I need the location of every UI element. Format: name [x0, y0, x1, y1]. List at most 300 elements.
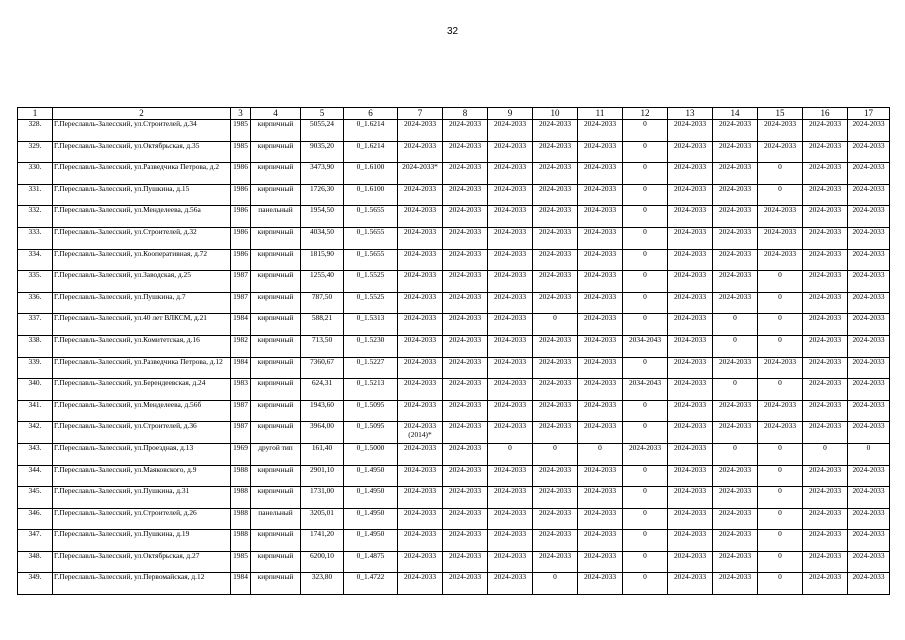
table-cell: кирпичный	[251, 357, 301, 379]
table-cell: 2024-2033	[848, 487, 890, 509]
table-cell: 2024-2033	[578, 206, 623, 228]
table-cell: 2024-2033	[488, 249, 533, 271]
column-header: 5	[301, 108, 344, 120]
table-cell: 2024-2033	[848, 184, 890, 206]
table-cell: 2024-2033	[578, 487, 623, 509]
table-row	[18, 400, 890, 422]
table-cell: 1984	[231, 573, 251, 595]
table-row	[18, 443, 890, 465]
table-cell: 0	[758, 530, 803, 552]
table-cell: 2024-2033	[668, 551, 713, 573]
table-cell: 1982	[231, 335, 251, 357]
table-cell: 588,21	[301, 314, 344, 336]
table-cell: 2024-2033	[713, 163, 758, 185]
table-cell: 338.	[18, 335, 53, 357]
table-cell: 2024-2033	[713, 271, 758, 293]
table-cell: 0_1.6100	[344, 163, 398, 185]
table-cell: 0_1.5525	[344, 292, 398, 314]
table-cell: 2024-2033	[488, 530, 533, 552]
table-cell: 2024-2033	[803, 508, 848, 530]
table-cell: 2024-2033	[713, 487, 758, 509]
table-cell: 2901,10	[301, 465, 344, 487]
table-cell: 0	[713, 335, 758, 357]
table-cell: 2024-2033	[533, 508, 578, 530]
table-cell: 0	[803, 443, 848, 465]
table-cell: 2024-2033	[578, 551, 623, 573]
table-cell: 7360,67	[301, 357, 344, 379]
table-cell: 1984	[231, 357, 251, 379]
address-cell: Г.Переславль-Залесский, ул.Октябрьская, д.35	[53, 141, 231, 163]
address-cell: Г.Переславль-Залесский, ул.Пушкина, д.15	[53, 184, 231, 206]
table-cell: 0_1.4875	[344, 551, 398, 573]
table-cell: 2024-2033	[488, 400, 533, 422]
table-cell: 2024-2033	[488, 271, 533, 293]
table-cell: 2024-2033	[398, 141, 443, 163]
table-cell: кирпичный	[251, 530, 301, 552]
address-cell: Г.Переславль-Залесский, ул.Строителей, д.32	[53, 227, 231, 249]
table-cell: 1988	[231, 465, 251, 487]
table-row	[18, 530, 890, 552]
column-header: 8	[443, 108, 488, 120]
table-cell: 2024-2033	[443, 357, 488, 379]
table-cell: 2024-2033	[443, 379, 488, 401]
table-cell: 2024-2033	[533, 184, 578, 206]
table-cell: 330.	[18, 163, 53, 185]
table-cell: 2024-2033	[443, 206, 488, 228]
table-cell: 2024-2033	[488, 227, 533, 249]
table-cell: 0	[758, 184, 803, 206]
table-row	[18, 249, 890, 271]
table-cell: 0	[623, 551, 668, 573]
address-cell: Г.Переславль-Залесский, ул.Разведчика Петрова, д.2	[53, 163, 231, 185]
table-cell: 2024-2033	[488, 314, 533, 336]
column-header: 10	[533, 108, 578, 120]
table-cell: 1987	[231, 422, 251, 444]
table-cell: 2024-2033	[803, 314, 848, 336]
table-cell: 0	[623, 120, 668, 142]
table-cell: 2024-2033	[713, 292, 758, 314]
table-cell: 1986	[231, 184, 251, 206]
table-cell: 161,40	[301, 443, 344, 465]
table-cell: 0	[623, 530, 668, 552]
address-cell: Г.Переславль-Залесский, ул.Заводская, д.25	[53, 271, 231, 293]
table-cell: 335.	[18, 271, 53, 293]
table-cell: 0_1.6214	[344, 141, 398, 163]
table-cell: 2024-2033	[803, 400, 848, 422]
table-cell: 328.	[18, 120, 53, 142]
table-cell: 2024-2033	[668, 379, 713, 401]
table-cell: 2024-2033	[398, 400, 443, 422]
table-cell: 5055,24	[301, 120, 344, 142]
table-cell: 2024-2033	[488, 551, 533, 573]
table-cell: кирпичный	[251, 335, 301, 357]
table-cell: 2024-2033	[578, 120, 623, 142]
table-cell: кирпичный	[251, 400, 301, 422]
table-cell: 2024-2033	[713, 141, 758, 163]
table-cell: 0_1.5000	[344, 443, 398, 465]
table-cell: 1986	[231, 163, 251, 185]
table-cell: 2024-2033	[578, 379, 623, 401]
table-cell: 0	[758, 487, 803, 509]
table-cell: 348.	[18, 551, 53, 573]
table-cell: 0_1.5095	[344, 422, 398, 444]
table-cell: 2024-2033	[533, 530, 578, 552]
table-cell: 0	[758, 551, 803, 573]
table-cell: 2024-2033	[668, 465, 713, 487]
table-cell: 2024-2033	[758, 249, 803, 271]
table-cell: 0	[623, 357, 668, 379]
table-cell: 2024-2033	[443, 120, 488, 142]
table-cell: 0	[533, 573, 578, 595]
table-cell: 2024-2033	[443, 271, 488, 293]
address-cell: Г.Переславль-Залесский, ул.Комитетская, д.16	[53, 335, 231, 357]
table-cell: 2024-2033	[578, 357, 623, 379]
table-cell: кирпичный	[251, 227, 301, 249]
table-row	[18, 335, 890, 357]
table-cell: 624,31	[301, 379, 344, 401]
table-cell: 2024-2033	[578, 163, 623, 185]
table-cell: 0	[623, 227, 668, 249]
table-cell: 2024-2033	[668, 530, 713, 552]
table-cell: 2024-2033	[758, 120, 803, 142]
table-cell: кирпичный	[251, 487, 301, 509]
table-cell: 2024-2033	[488, 292, 533, 314]
table-cell: 3473,90	[301, 163, 344, 185]
table-cell: 2024-2033	[488, 184, 533, 206]
table-cell: 2024-2033	[398, 487, 443, 509]
table-cell: 2024-2033	[488, 508, 533, 530]
table-cell: 0	[623, 141, 668, 163]
table-cell: 2024-2033	[758, 357, 803, 379]
table-cell: 0_1.4950	[344, 530, 398, 552]
table-cell: 2024-2033	[713, 573, 758, 595]
address-cell: Г.Переславль-Залесский, ул.Строителей, д.34	[53, 120, 231, 142]
column-header: 13	[668, 108, 713, 120]
address-cell: Г.Переславль-Залесский, ул.Менделеева, д.56а	[53, 206, 231, 228]
table-cell: 0	[488, 443, 533, 465]
table-cell: 0	[758, 465, 803, 487]
table-cell: 2024-2033	[803, 422, 848, 444]
table-cell: 2024-2033	[848, 465, 890, 487]
table-cell: 2024-2033	[533, 465, 578, 487]
table-cell: 2024-2033	[533, 292, 578, 314]
column-header: 3	[231, 108, 251, 120]
table-cell: панельный	[251, 206, 301, 228]
table-cell: 2024-2033	[488, 206, 533, 228]
table-cell: 2024-2033	[398, 271, 443, 293]
table-cell: 2024-2033	[443, 335, 488, 357]
table-cell: 2024-2033	[443, 551, 488, 573]
table-cell: 2024-2033	[758, 400, 803, 422]
table-cell: 713,50	[301, 335, 344, 357]
column-header: 16	[803, 108, 848, 120]
table-cell: 2024-2033	[848, 120, 890, 142]
table-cell: 2024-2033	[848, 249, 890, 271]
table-cell: 2024-2033	[803, 141, 848, 163]
table-cell: 2024-2033	[623, 443, 668, 465]
table-cell: 1988	[231, 530, 251, 552]
table-cell: 2024-2033	[443, 163, 488, 185]
table-cell: 343.	[18, 443, 53, 465]
table-cell: 2024-2033	[848, 551, 890, 573]
table-cell: 2024-2033	[668, 292, 713, 314]
column-header: 1	[18, 108, 53, 120]
address-cell: Г.Переславль-Залесский, ул.Строителей, д.26	[53, 508, 231, 530]
table-cell: 2024-2033	[803, 530, 848, 552]
table-cell: 2024-2033	[668, 141, 713, 163]
table-cell: кирпичный	[251, 314, 301, 336]
address-cell: Г.Переславль-Залесский, ул.Проездная, д.13	[53, 443, 231, 465]
table-cell: 2024-2033	[848, 422, 890, 444]
table-cell: 0_1.5230	[344, 335, 398, 357]
table-cell: 2024-2033	[488, 357, 533, 379]
table-cell: 2024-2033	[488, 573, 533, 595]
table-cell: 0	[758, 163, 803, 185]
table-cell: 2024-2033	[443, 141, 488, 163]
table-cell: 2024-2033	[803, 184, 848, 206]
table-cell: 2024-2033	[803, 465, 848, 487]
address-cell: Г.Переславль-Залесский, ул.Менделеева, д.56б	[53, 400, 231, 422]
table-row	[18, 120, 890, 142]
table-cell: 1726,30	[301, 184, 344, 206]
table-cell: 2024-2033	[848, 314, 890, 336]
table-cell: 2024-2033	[713, 249, 758, 271]
table-cell: 2024-2033	[488, 120, 533, 142]
table-cell: 0	[623, 206, 668, 228]
table-cell: 0	[758, 379, 803, 401]
table-cell: 332.	[18, 206, 53, 228]
table-cell: 3964,00	[301, 422, 344, 444]
table-cell: 0	[758, 443, 803, 465]
table-cell: 2024-2033	[848, 573, 890, 595]
table-cell: 2024-2033	[578, 314, 623, 336]
table-cell: 344.	[18, 465, 53, 487]
table-cell: другой тип	[251, 443, 301, 465]
table-cell: кирпичный	[251, 292, 301, 314]
column-header: 11	[578, 108, 623, 120]
table-cell: 0_1.4950	[344, 465, 398, 487]
table-cell: 2024-2033	[848, 508, 890, 530]
table-cell: 2024-2033	[398, 357, 443, 379]
address-cell: Г.Переславль-Залесский, ул.Маяковского, д.9	[53, 465, 231, 487]
table-row	[18, 422, 890, 444]
table-row	[18, 314, 890, 336]
table-cell: 0	[623, 422, 668, 444]
address-cell: Г.Переславль-Залесский, ул.Разведчика Петрова, д.12	[53, 357, 231, 379]
table-cell: 2024-2033	[398, 249, 443, 271]
address-cell: Г.Переславль-Залесский, ул.Берендеевская, д.24	[53, 379, 231, 401]
table-cell: 2024-2033	[758, 141, 803, 163]
table-cell: 0	[713, 314, 758, 336]
table-cell: кирпичный	[251, 184, 301, 206]
column-header: 6	[344, 108, 398, 120]
table-cell: 2024-2033	[803, 120, 848, 142]
table-cell: 1984	[231, 314, 251, 336]
table-cell: 2024-2033	[803, 335, 848, 357]
table-cell: 0	[758, 292, 803, 314]
table-cell: 2024-2033	[713, 227, 758, 249]
address-cell: Г.Переславль-Залесский, ул.Пушкина, д.7	[53, 292, 231, 314]
table-cell: 0	[758, 335, 803, 357]
page-number: 32	[446, 26, 459, 37]
table-cell: 2024-2033	[488, 163, 533, 185]
table-cell: 1969	[231, 443, 251, 465]
table-cell: 329.	[18, 141, 53, 163]
table-cell: 2024-2033	[443, 465, 488, 487]
table-cell: 2024-2033	[533, 487, 578, 509]
table-cell: 2024-2033	[398, 551, 443, 573]
table-cell: 0	[713, 379, 758, 401]
table-cell: 0_1.5655	[344, 249, 398, 271]
table-cell: 2024-2033	[533, 357, 578, 379]
table-cell: 2024-2033	[848, 141, 890, 163]
table-cell: 6200,10	[301, 551, 344, 573]
table-cell: 2024-2033	[848, 379, 890, 401]
table-cell: 2024-2033	[443, 530, 488, 552]
table-row	[18, 292, 890, 314]
column-header: 14	[713, 108, 758, 120]
table-row	[18, 206, 890, 228]
table-cell: 0_1.4950	[344, 508, 398, 530]
table-cell: 333.	[18, 227, 53, 249]
table-cell: 341.	[18, 400, 53, 422]
table-cell: 2024-2033	[578, 184, 623, 206]
table-cell: 2024-2033	[533, 271, 578, 293]
table-cell: 2024-2033	[533, 400, 578, 422]
table-row	[18, 508, 890, 530]
table-cell: 1987	[231, 292, 251, 314]
table-cell: кирпичный	[251, 465, 301, 487]
table-row	[18, 184, 890, 206]
table-cell: 323,80	[301, 573, 344, 595]
table-cell: 2024-2033	[398, 335, 443, 357]
table-cell: 1983	[231, 379, 251, 401]
table-cell: 2024-2033	[578, 141, 623, 163]
table-cell: 2024-2033	[578, 508, 623, 530]
table-cell: 0	[758, 573, 803, 595]
table-cell: 1987	[231, 400, 251, 422]
table-cell: 0	[623, 271, 668, 293]
table-cell: 2024-2033	[398, 379, 443, 401]
address-cell: Г.Переславль-Залесский, ул.40 лет ВЛКСМ, д.21	[53, 314, 231, 336]
table-cell: 2024-2033	[803, 573, 848, 595]
table-cell: 0	[623, 508, 668, 530]
table-cell: 2024-2033	[848, 206, 890, 228]
table-cell: 2024-2033	[443, 443, 488, 465]
table-cell: 2024-2033	[443, 314, 488, 336]
table-cell: 2024-2033	[398, 465, 443, 487]
table-cell: 2024-2033	[713, 120, 758, 142]
table-cell: 0	[578, 443, 623, 465]
table-cell: 2024-2033	[758, 206, 803, 228]
table-cell: 2024-2033	[398, 120, 443, 142]
table-cell: 339.	[18, 357, 53, 379]
table-cell: 2024-2033	[668, 206, 713, 228]
table-cell: 2024-2033	[668, 227, 713, 249]
table-cell: 2024-2033	[848, 530, 890, 552]
table-cell: 2024-2033	[578, 292, 623, 314]
address-cell: Г.Переславль-Залесский, ул.Пушкина, д.19	[53, 530, 231, 552]
address-cell: Г.Переславль-Залесский, ул.Строителей, д.36	[53, 422, 231, 444]
table-cell: 2024-2033	[443, 422, 488, 444]
table-cell: 2024-2033	[713, 422, 758, 444]
table-cell: 2024-2033	[578, 422, 623, 444]
table-cell: 1985	[231, 120, 251, 142]
table-cell: 334.	[18, 249, 53, 271]
table-cell: 2024-2033	[578, 573, 623, 595]
table-cell: 345.	[18, 487, 53, 509]
table-cell: 2024-2033	[668, 400, 713, 422]
table-cell: 2024-2033	[668, 184, 713, 206]
table-cell: 2024-2033	[398, 508, 443, 530]
table-cell: 1943,60	[301, 400, 344, 422]
table-cell: 2024-2033	[443, 400, 488, 422]
table-cell: 2024-2033	[443, 508, 488, 530]
table-cell: 2024-2033	[713, 357, 758, 379]
table-row	[18, 357, 890, 379]
table-cell: 2024-2033	[803, 379, 848, 401]
table-cell: 2024-2033	[488, 422, 533, 444]
table-cell: 347.	[18, 530, 53, 552]
table-cell: 2024-2033	[578, 530, 623, 552]
table-row	[18, 551, 890, 573]
table-cell: 2024-2033	[443, 487, 488, 509]
table-cell: 2024-2033	[668, 249, 713, 271]
table-cell: 2024-2033	[443, 573, 488, 595]
table-cell: 1988	[231, 487, 251, 509]
table-cell: 349.	[18, 573, 53, 595]
table-cell: 1988	[231, 508, 251, 530]
table-cell: 2024-2033	[713, 206, 758, 228]
table-cell: 1986	[231, 249, 251, 271]
table-cell: 0	[533, 314, 578, 336]
table-cell: 1987	[231, 271, 251, 293]
table-cell: 2024-2033	[758, 227, 803, 249]
table-cell: 2024-2033	[398, 443, 443, 465]
table-cell: 2024-2033	[713, 400, 758, 422]
table-cell: 0	[623, 573, 668, 595]
table-cell: 0_1.5655	[344, 206, 398, 228]
column-header: 17	[848, 108, 890, 120]
table-cell: 2024-2033	[668, 335, 713, 357]
table-cell: 2024-2033	[398, 184, 443, 206]
table-cell: 2024-2033	[578, 271, 623, 293]
table-cell: кирпичный	[251, 163, 301, 185]
table-row	[18, 379, 890, 401]
table-cell: 346.	[18, 508, 53, 530]
table-cell: 2024-2033	[803, 357, 848, 379]
table-cell: 2024-2033	[803, 551, 848, 573]
table-cell: 2024-2033	[668, 487, 713, 509]
table-cell: 2024-2033	[713, 551, 758, 573]
table-cell: 2024-2033 (2014)*	[398, 422, 443, 444]
table-cell: 2024-2033	[443, 227, 488, 249]
table-row	[18, 163, 890, 185]
column-header: 7	[398, 108, 443, 120]
address-cell: Г.Переславль-Залесский, ул.Октябрьская, д.27	[53, 551, 231, 573]
table-cell: 1741,20	[301, 530, 344, 552]
table-cell: 0_1.4950	[344, 487, 398, 509]
table-cell: 2034-2043	[623, 335, 668, 357]
table-cell: 2024-2033	[533, 379, 578, 401]
table-cell: 0_1.5313	[344, 314, 398, 336]
table-cell: 1986	[231, 227, 251, 249]
table-row	[18, 487, 890, 509]
table-cell: 2024-2033	[533, 335, 578, 357]
table-cell: 0	[623, 292, 668, 314]
table-cell: 2024-2033	[578, 227, 623, 249]
table-body	[18, 120, 890, 595]
